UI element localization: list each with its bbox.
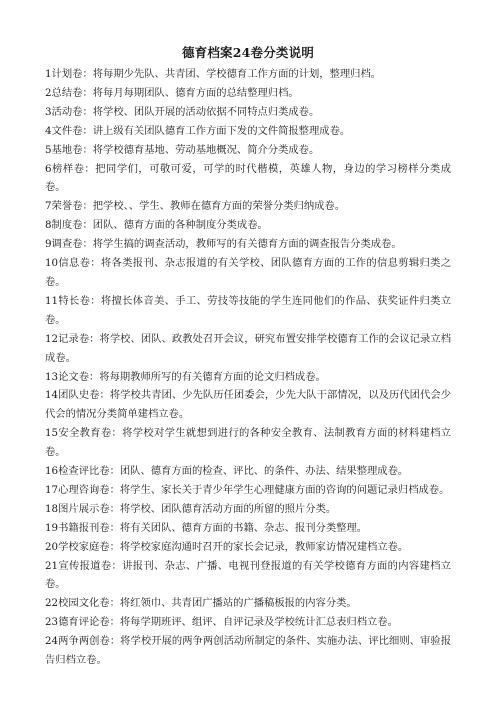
category-entry-8: 8制度卷：团队、德育方面的各种制度分类成卷。: [45, 219, 268, 232]
category-entry-17: 17心理咨询卷：将学生、家长关于青少年学生心理健康方面的咨询的问题记录归档成卷。: [45, 483, 450, 496]
category-entry-1: 1计划卷：将每期少先队、共青团、学校德育工作方面的计划，整理归档。: [45, 68, 382, 80]
category-entry-16: 16检查评比卷：团队、德育方面的检查、评比、的条件、办法、结果整理成卷。: [45, 465, 409, 478]
category-list: [45, 65, 451, 670]
category-entry-15: 15安全教育卷：将学校对学生就想到进行的各种安全教育、法制教育方面的材料建档立卷。: [45, 427, 451, 459]
document-title: 德育档案24卷分类说明: [181, 45, 315, 60]
category-entry-9: 9调查卷：将学生搞的调查活动，教师写的有关德育方面的调查报告分类成卷。: [45, 238, 402, 251]
category-entry-14: 14团队史卷：将学校共青团、少先队历任团委会，少先大队干部情况，以及历代团代会少代会的情况分类简单建档立卷。: [45, 389, 451, 421]
category-entry-7: 7荣誉卷：把学校、、学生、教师在德育方面的荣誉分类归纳成卷。: [45, 200, 346, 213]
category-entry-23: 23德育评论卷：将每学期班评、组评、自评记录及学校统计汇总表归档立卷。: [45, 616, 398, 629]
category-entry-24: 24两争两创卷：将学校开展的两争两创活动所制定的条件、实施办法、评比细则、审验报告归档立卷。: [45, 635, 451, 667]
category-entry-18: 18图片展示卷：将学校、团队德育活动方面的所留的照片分类。: [45, 502, 337, 515]
category-entry-3: 3活动卷：将学校、团队开展的活动依据不同特点归类成卷。: [45, 105, 320, 118]
category-entry-11: 11特长卷：将擅长体音美、手工、劳技等技能的学生连同他们的作品、获奖证件归类立卷。: [45, 294, 451, 326]
category-entry-19: 19书籍报刊卷：将有关团队、德育方面的书籍、杂志、报刊分类整理。: [45, 521, 368, 534]
category-entry-4: 4文件卷：讲上级有关团队德育工作方面下发的文件简报整理成卷。: [45, 124, 351, 137]
category-entry-13: 13论文卷：将每期教师所写的有关德育方面的论文归档成卷。: [45, 370, 326, 383]
category-entry-12: 12记录卷：将学校、团队、政教处召开会议，研究布置安排学校德育工作的会议记录立档成卷。: [45, 332, 451, 364]
category-entry-6: 6榜样卷：把同学们，可敬可爱，可学的时代楷模，英雄人物，身边的学习榜样分类成卷。: [45, 162, 451, 194]
category-entry-5: 5基地卷：将学校德育基地、劳动基地概况、简介分类成卷。: [45, 143, 320, 156]
category-entry-22: 22校园文化卷：将红领巾、共青团广播站的广播稿板报的内容分类。: [45, 597, 357, 610]
category-entry-20: 20学校家庭卷：将学校家庭沟通时召开的家长会记录，教师家访情况建档立卷。: [45, 540, 409, 553]
category-entry-21: 21宣传报道卷：讲报刊、杂志、广播、电视刊登报道的有关学校德育方面的内容建档立卷。: [45, 559, 451, 591]
category-entry-10: 10信息卷：将各类报刊、杂志报道的有关学校、团队德育方面的工作的信息剪辑归类之卷。: [45, 257, 451, 288]
category-entry-2: 2总结卷：将每月每期团队、德育方面的总结整理归档。: [45, 86, 299, 99]
